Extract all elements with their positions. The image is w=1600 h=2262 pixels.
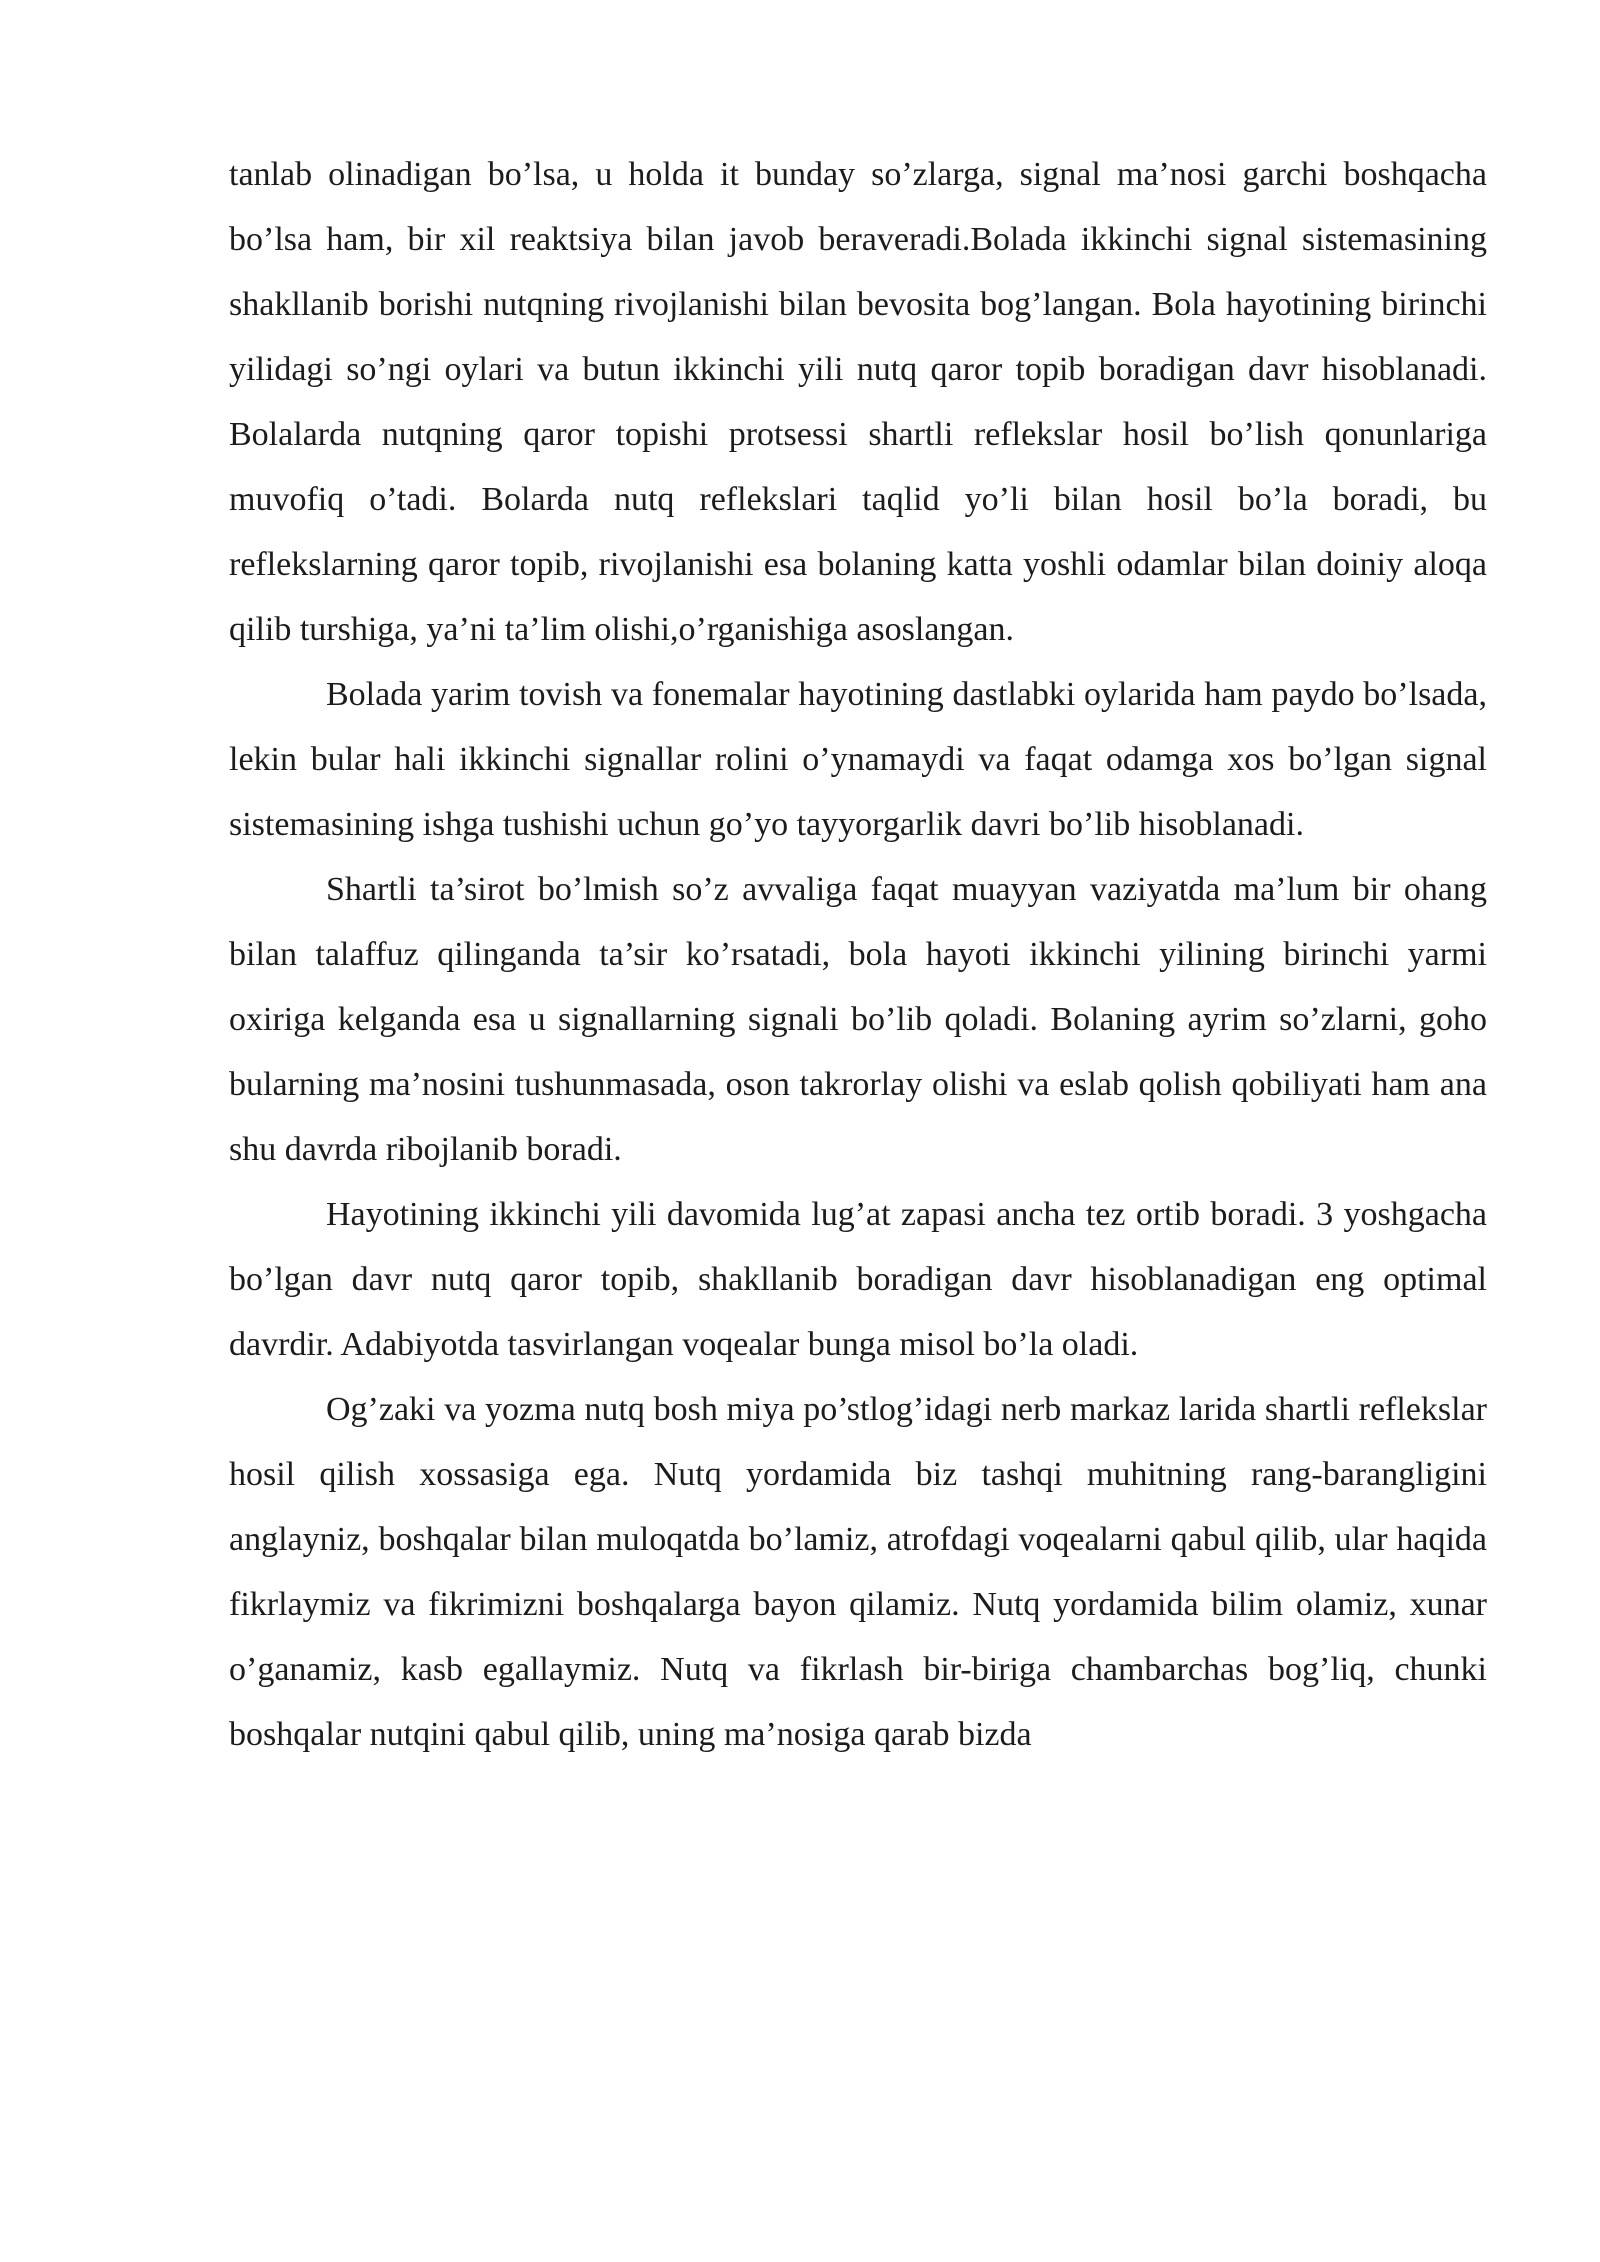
paragraph-5: Og’zaki va yozma nutq bosh miya po’stlog’idagi nerb markaz larida shartli reflekslar hosil qilish xossasiga ega. Nutq yordamida biz tashqi muhitning rang-barangligini anglayniz, boshqalar bilan muloqatda bo’lamiz, atrofdagi voqealarni qabul qilib, ular haqida fikrlaymiz va fikrimizni boshqalarga bayon qilamiz. Nutq yordamida bilim olamiz, xunar o’ganamiz, kasb egallaymiz. Nutq va fikrlash bir-biriga chambarchas bog’liq, chunki boshqalar nutqini qabul qilib, uning ma’nosiga qarab bizda [229, 1391, 1487, 1753]
document-body [229, 142, 1487, 1767]
paragraph-3: Shartli ta’sirot bo’lmish so’z avvaliga faqat muayyan vaziyatda ma’lum bir ohang bilan talaffuz qilinganda ta’sir ko’rsatadi, bola hayoti ikkinchi yilining birinchi yarmi oxiriga kelganda esa u signallarning signali bo’lib qoladi. Bolaning ayrim so’zlarni, goho bularning ma’nosini tushunmasada, oson takrorlay olishi va eslab qolish qobiliyati ham ana shu davrda ribojlanib boradi. [229, 871, 1487, 1168]
paragraph-1: tanlab olinadigan bo’lsa, u holda it bunday so’zlarga, signal ma’nosi garchi boshqacha bo’lsa ham, bir xil reaktsiya bilan javob beraveradi.Bolada ikkinchi signal sistemasining shakllanib borishi nutqning rivojlanishi bilan bevosita bog’langan. Bola hayotining birinchi yilidagi so’ngi oylari va butun ikkinchi yili nutq qaror topib boradigan davr hisoblanadi. Bolalarda nutqning qaror topishi protsessi shartli reflekslar hosil bo’lish qonunlariga muvofiq o’tadi. Bolarda nutq reflekslari taqlid yo’li bilan hosil bo’la boradi, bu reflekslarning qaror topib, rivojlanishi esa bolaning katta yoshli odamlar bilan doiniy aloqa qilib turshiga, ya’ni ta’lim olishi,o’rganishiga asoslangan. [229, 156, 1487, 648]
paragraph-4: Hayotining ikkinchi yili davomida lug’at zapasi ancha tez ortib boradi. 3 yoshgacha bo’lgan davr nutq qaror topib, shakllanib boradigan davr hisoblanadigan eng optimal davrdir. Adabiyotda tasvirlangan voqealar bunga misol bo’la oladi. [229, 1196, 1487, 1363]
paragraph-2: Bolada yarim tovish va fonemalar hayotining dastlabki oylarida ham paydo bo’lsada, lekin bular hali ikkinchi signallar rolini o’ynamaydi va faqat odamga xos bo’lgan signal sistemasining ishga tushishi uchun go’yo tayyorgarlik davri bo’lib hisoblanadi. [229, 676, 1487, 843]
